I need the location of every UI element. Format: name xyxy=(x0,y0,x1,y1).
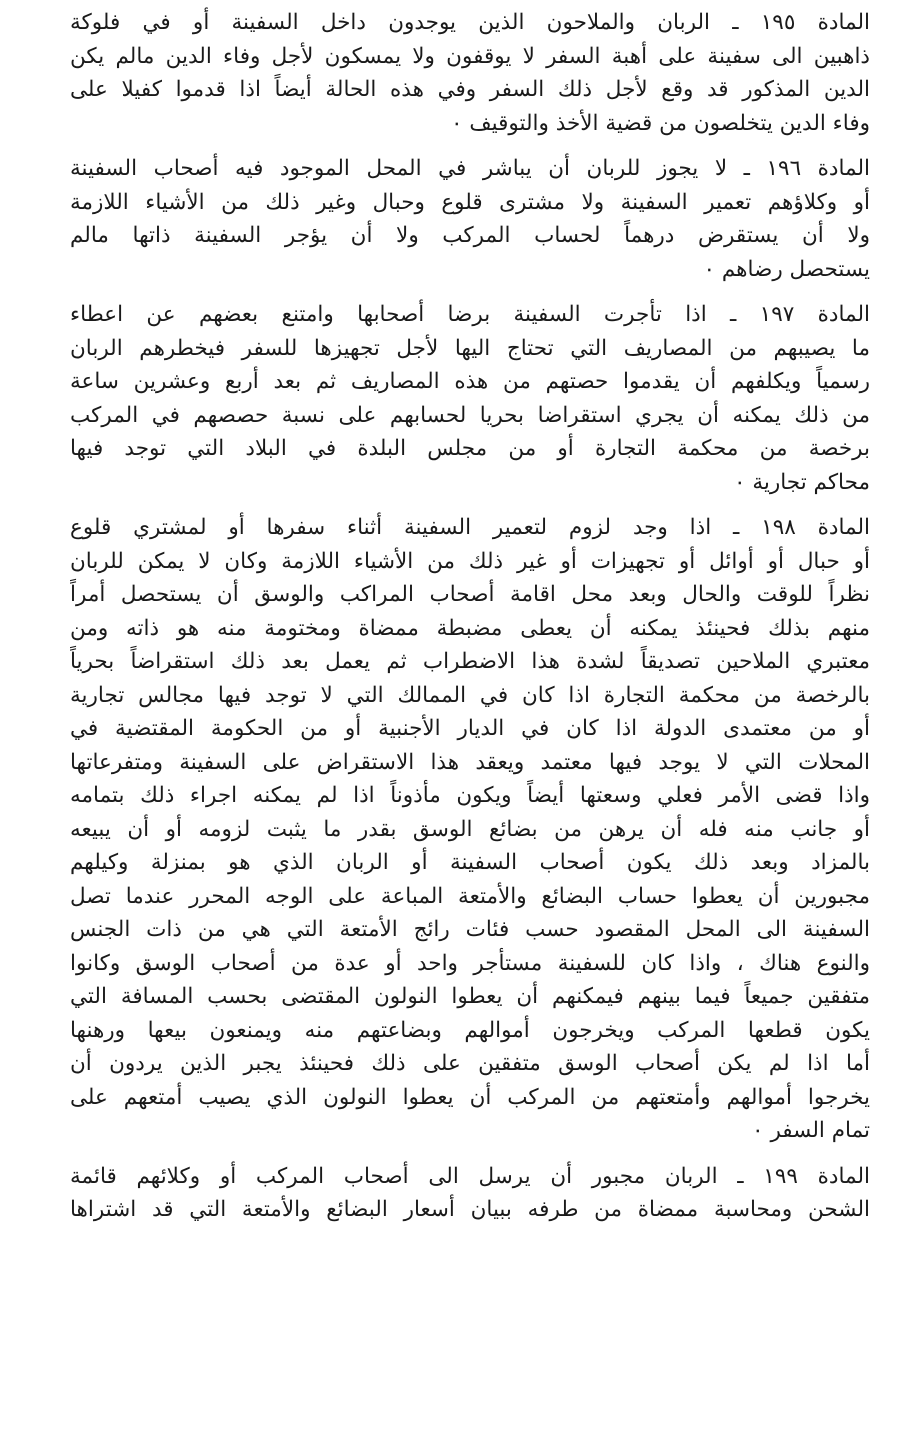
text-line: أما اذا لم يكن أصحاب الوسق متفقين على ذلك فحينئذ يجبر الذين يردون أن xyxy=(70,1051,870,1076)
text-line: يكون قطعها المركب ويخرجون أموالهم وبضاعتهم منه ويمنعون بيعها ورهنها xyxy=(70,1017,870,1043)
text-line: المادة ١٩٥ ـ الربان والملاحون الذين يوجدون داخل السفينة أو في فلوكة xyxy=(70,10,870,35)
text-line: متفقين جميعاً فيما بينهم فيمكنهم أن يعطوا النولون المقتضى بحسب المسافة التي xyxy=(70,984,870,1009)
text-line: رسمياً ويكلفهم أن يقدموا حصتهم من هذه المصاريف ثم بعد أربع وعشرين ساعة xyxy=(70,369,870,394)
text-line: أو وكلاؤهم تعمير السفينة ولا مشترى قلوع وحبال وغير ذلك من الأشياء اللازمة xyxy=(70,189,870,215)
text-line: محاكم تجارية ٠ xyxy=(733,469,870,495)
text-line: مجبورين أن يعطوا حساب البضائع والأمتعة المباعة على الوجه المحرر عندما تصل xyxy=(70,883,870,909)
text-line: المادة ١٩٨ ـ اذا وجد لزوم لتعمير السفينة أثناء سفرها أو لمشتري قلوع xyxy=(70,515,870,540)
text-line: واذا قضى الأمر فعلي وسعتها أيضاً ويكون مأذوناً اذا لم يمكنه اجراء ذلك بتمامه xyxy=(70,783,870,808)
text-line: بالمزاد وبعد ذلك يكون أصحاب السفينة أو الربان الذي هو بمنزلة وكيلهم xyxy=(70,850,870,875)
text-line: يستحصل رضاهم ٠ xyxy=(703,256,870,282)
text-line: المحلات التي لا يوجد فيها معتمد ويعقد هذا الاستقراض على السفينة ومتفرعاتها xyxy=(70,749,870,775)
text-line: من ذلك يمكنه أن يجري استقراضا بحريا لحسابهم على نسبة حصصهم في المركب xyxy=(70,402,870,428)
article-197 xyxy=(70,298,870,499)
text-line: بالرخصة من محكمة التجارة اذا كان في الممالك التي لا توجد فيها مجالس تجارية xyxy=(70,682,870,708)
document-page xyxy=(70,6,870,1239)
text-line: السفينة الى المحل المقصود حسب فئات رائج الأمتعة التي هي من ذات الجنس xyxy=(70,917,870,942)
text-line: ذاهبين الى سفينة على أهبة السفر لا يوقفون ولا يمسكون لأجل وفاء الدين مالم يكن xyxy=(70,43,870,69)
text-line: ما يصيبهم من المصاريف التي تحتاج اليها لأجل تجهيزها للسفر فيخطرهم الربان xyxy=(70,335,870,361)
article-196 xyxy=(70,152,870,286)
text-line: المادة ١٩٩ ـ الربان مجبور أن يرسل الى أصحاب المركب أو وكلائهم قائمة xyxy=(70,1163,870,1189)
text-line: ولا أن يستقرض درهماً لحساب المركب ولا أن يؤجر السفينة ذاتها مالم xyxy=(70,223,870,248)
text-line: أو حبال أو أوائل أو تجهيزات أو غير ذلك من الأشياء اللازمة وكان لا يمكن للربان xyxy=(70,548,870,574)
text-line: والنوع هناك ، واذا كان للسفينة مستأجر واحد أو عدة من أصحاب الوسق وكانوا xyxy=(70,950,870,976)
text-line: المادة ١٩٧ ـ اذا تأجرت السفينة برضا أصحابها وامتنع بعضهم عن اعطاء xyxy=(70,302,870,327)
article-198 xyxy=(70,511,870,1148)
text-line: معتبري الملاحين تصديقاً لشدة هذا الاضطراب ثم يعمل بعد ذلك استقراضاً بحرياً xyxy=(70,649,870,674)
text-line: أو من معتمدى الدولة اذا كان في الديار الأجنبية أو من الحكومة المقتضية في xyxy=(70,716,870,741)
text-line: برخصة من محكمة التجارة أو من مجلس البلدة في البلاد التي توجد فيها xyxy=(70,436,870,461)
text-line: الشحن ومحاسبة ممضاة من طرفه ببيان أسعار البضائع والأمتعة التي قد اشتراها xyxy=(70,1197,870,1222)
text-line: المادة ١٩٦ ـ لا يجوز للربان أن يباشر في المحل الموجود فيه أصحاب السفينة xyxy=(70,156,870,181)
article-195 xyxy=(70,6,870,140)
article-199 xyxy=(70,1160,870,1227)
text-line: أو جانب منه فله أن يرهن من بضائع الوسق بقدر ما يثبت لزومه أو أن يبيعه xyxy=(70,816,870,842)
text-line: وفاء الدين يتخلصون من قضية الأخذ والتوقيف ٠ xyxy=(450,110,870,136)
text-line: الدين المذكور قد وقع لأجل ذلك السفر وفي هذه الحالة أيضاً اذا قدموا كفيلا على xyxy=(70,77,870,102)
text-line: يخرجوا أموالهم وأمتعتهم من المركب أن يعطوا النولون الذي يصيب أمتعهم على xyxy=(70,1084,870,1110)
text-line: منهم بذلك فحينئذ يمكنه أن يعطى مضبطة ممضاة ومختومة منه هو ذاته ومن xyxy=(70,615,870,641)
text-line: تمام السفر ٠ xyxy=(752,1118,870,1143)
text-line: نظراً للوقت والحال وبعد محل اقامة أصحاب المراكب والوسق أن يستحصل أمراً xyxy=(70,582,870,607)
